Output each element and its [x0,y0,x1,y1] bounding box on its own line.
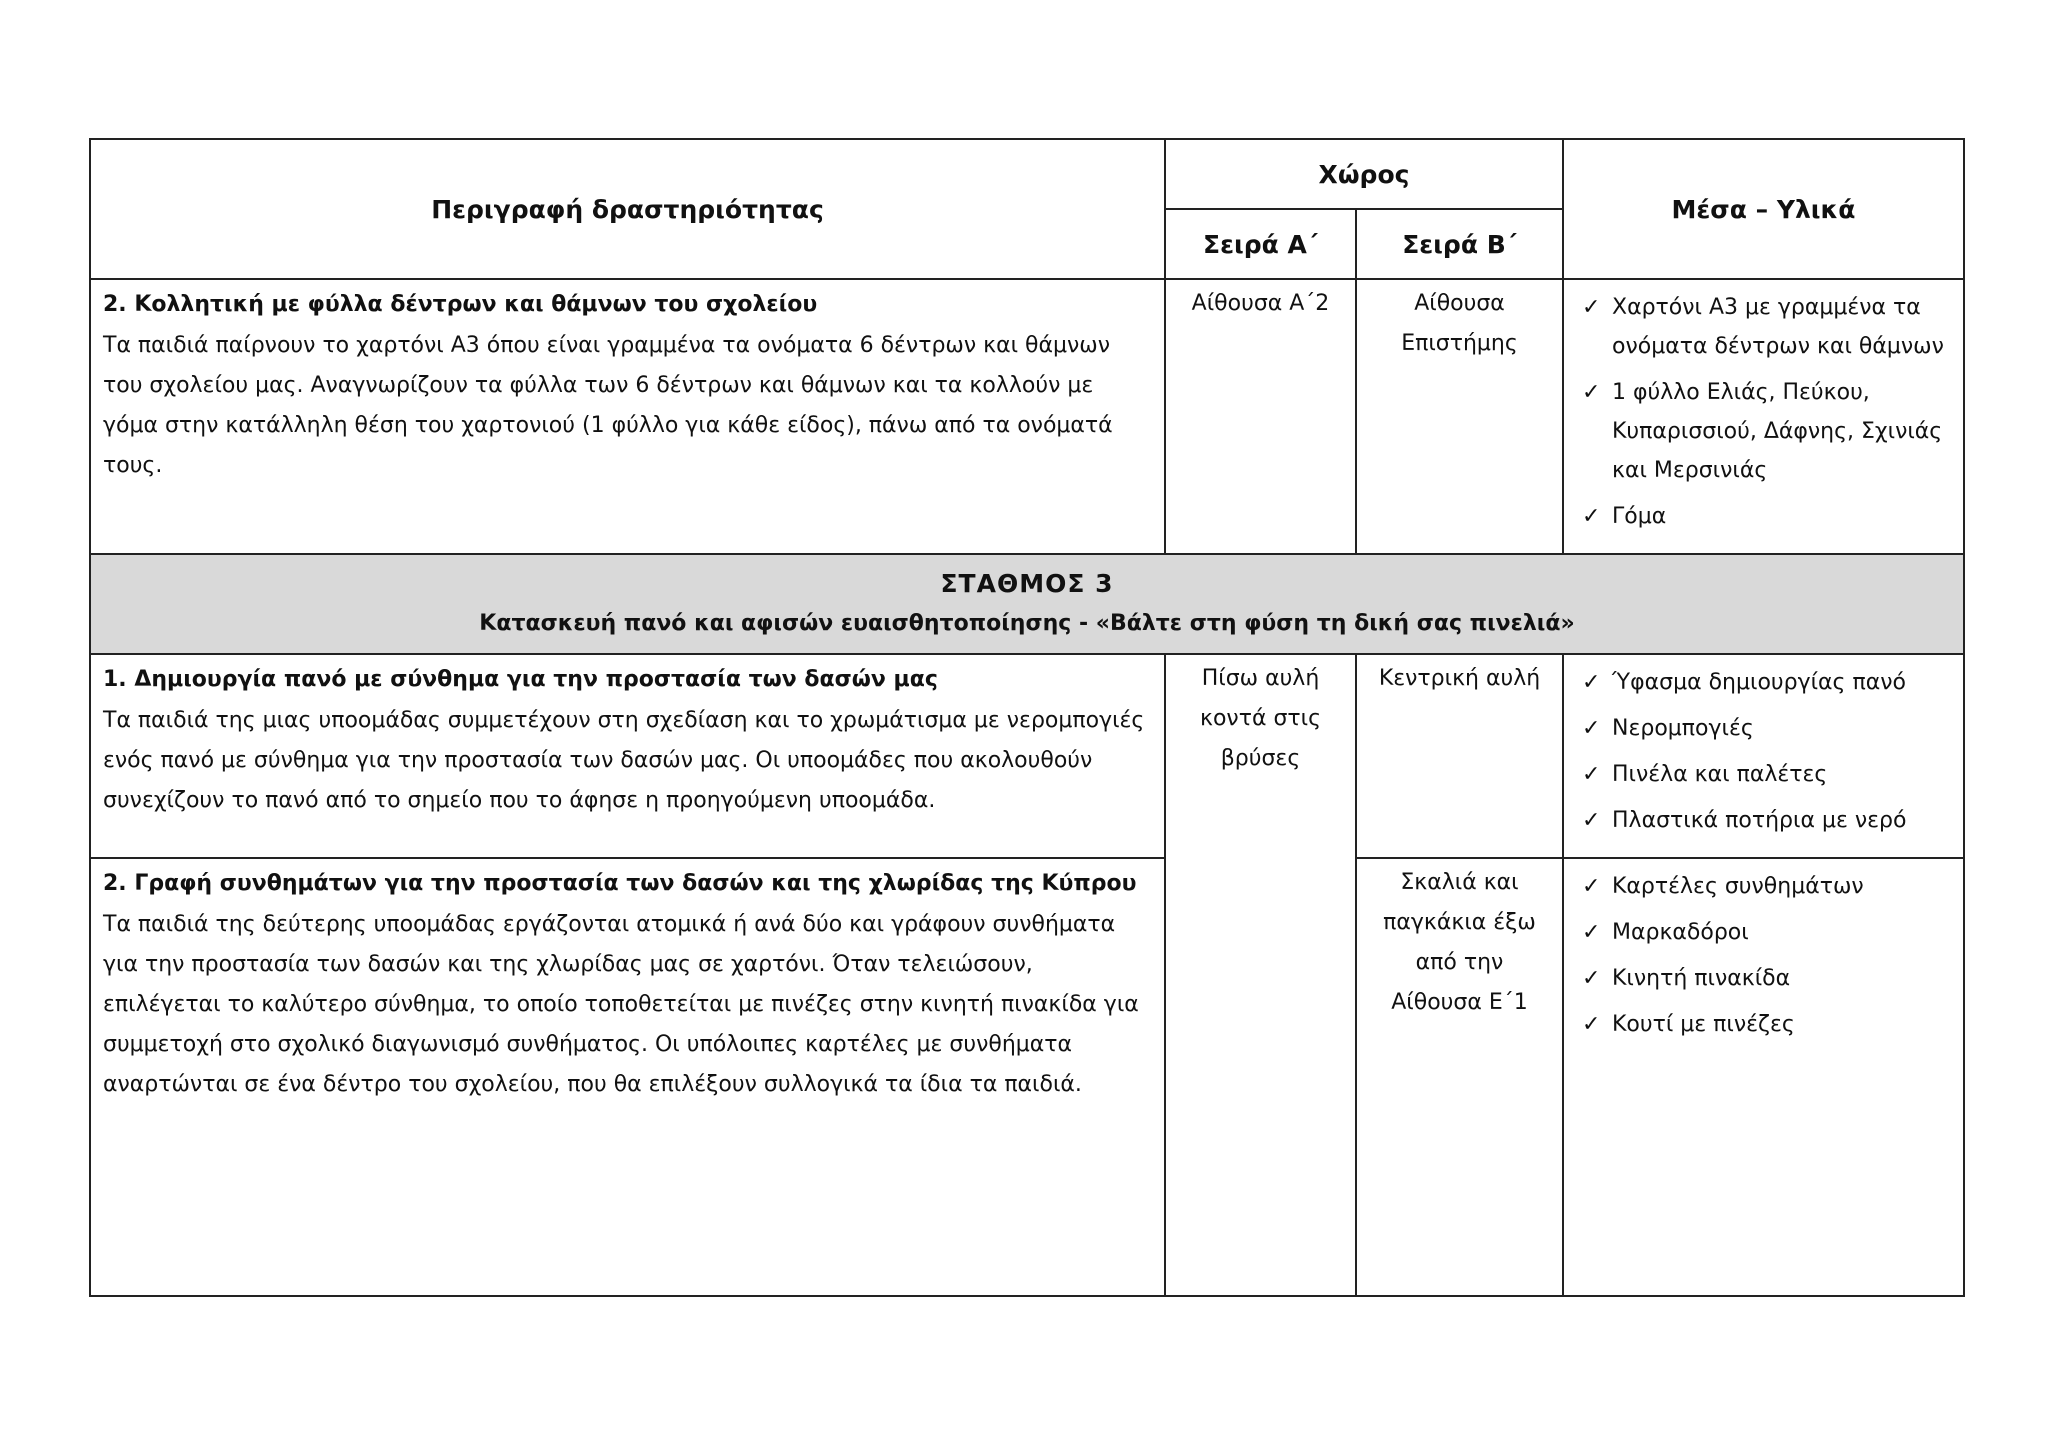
table-row [90,858,1964,1296]
location-series-a: Αίθουσα Α΄2 [1165,279,1356,554]
header-materials: Μέσα – Υλικά [1563,139,1964,279]
header-series-b: Σειρά Β΄ [1356,209,1563,279]
material-item: ✓ Νερομπογιές [1576,709,1951,748]
activity-title: 2. Κολλητική με φύλλα δέντρων και θάμνων του σχολείου [103,292,818,317]
activity-description: Τα παιδιά της μιας υποομάδας συμμετέχουν στη σχεδίαση και το χρωμάτισμα με νερομπογιές ενός πανό με σύνθημα για την προστασία των δασών μας. Οι υποομάδες που ακολουθούν συνεχίζουν το πανό από το σημείο που το άφησε η προηγούμενη υποομάδα. [103,708,1145,813]
material-item: ✓ Καρτέλες συνθημάτων [1576,867,1951,906]
header-activity-description: Περιγραφή δραστηριότητας [90,139,1165,279]
check-icon: ✓ [1582,504,1601,529]
location-series-b: Σκαλιά και παγκάκια έξω από την Αίθουσα Ε΄1 [1356,858,1563,1296]
materials-cell [1563,279,1964,554]
check-icon: ✓ [1582,966,1601,991]
activity-cell [90,858,1165,1296]
activity-title: 2. Γραφή συνθημάτων για την προστασία των δασών και της χλωρίδας της Κύπρου [103,871,1137,896]
check-icon: ✓ [1582,716,1601,741]
location-series-a: Πίσω αυλή κοντά στις βρύσες [1165,654,1356,1296]
check-icon: ✓ [1582,808,1601,833]
location-series-b: Αίθουσα Επιστήμης [1356,279,1563,554]
check-icon: ✓ [1582,295,1601,320]
check-icon: ✓ [1582,380,1601,405]
material-item: ✓ Χαρτόνι Α3 με γραμμένα τα ονόματα δέντρων και θάμνων [1576,288,1951,366]
check-icon: ✓ [1582,762,1601,787]
station-row [90,554,1964,654]
material-item: ✓ Γόμα [1576,497,1951,536]
activity-title: 1. Δημιουργία πανό με σύνθημα για την προστασία των δασών μας [103,667,938,692]
material-item: ✓ Κουτί με πινέζες [1576,1005,1951,1044]
location-series-b: Κεντρική αυλή [1356,654,1563,858]
activity-cell [90,279,1165,554]
material-item: ✓ 1 φύλλο Ελιάς, Πεύκου, Κυπαρισσιού, Δάφνης, Σχινιάς και Μερσινιάς [1576,373,1951,490]
header-series-a: Σειρά Α΄ [1165,209,1356,279]
activities-table [89,138,1965,1297]
check-icon: ✓ [1582,1012,1601,1037]
material-item: ✓ Πινέλα και παλέτες [1576,755,1951,794]
station-subtitle: Κατασκευή πανό και αφισών ευαισθητοποίησης - «Βάλτε στη φύση τη δική σας πινελιά» [479,611,1575,636]
material-item: ✓ Κινητή πινακίδα [1576,959,1951,998]
station-title: ΣΤΑΘΜΟΣ 3 [940,569,1114,598]
materials-cell [1563,654,1964,858]
material-item: ✓ Πλαστικά ποτήρια με νερό [1576,801,1951,840]
check-icon: ✓ [1582,874,1601,899]
check-icon: ✓ [1582,670,1601,695]
station-header [90,554,1964,654]
activity-description: Τα παιδιά της δεύτερης υποομάδας εργάζονται ατομικά ή ανά δύο και γράφουν συνθήματα για την προστασία των δασών και της χλωρίδας μας σε χαρτόνι. Όταν τελειώσουν, επιλέγεται το καλύτερο σύνθημα, το οποίο τοποθετείται με πινέζες στην κινητή πινακίδα για συμμετοχή στο σχολικό διαγωνισμό συνθήματος. Οι υπόλοιπες καρτέλες με συνθήματα αναρτώνται σε ένα δέντρο του σχολείου, που θα επιλέξουν συλλογικά τα ίδια τα παιδιά. [103,912,1139,1097]
header-space: Χώρος [1165,139,1563,209]
activity-description: Τα παιδιά παίρνουν το χαρτόνι Α3 όπου είναι γραμμένα τα ονόματα 6 δέντρων και θάμνων του σχολείου μας. Αναγνωρίζουν τα φύλλα των 6 δέντρων και θάμνων και τα κολλούν με γόμα στην κατάλληλη θέση του χαρτονιού (1 φύλλο για κάθε είδος), πάνω από τα ονόματά τους. [103,333,1113,478]
material-item: ✓ Μαρκαδόροι [1576,913,1951,952]
materials-cell [1563,858,1964,1296]
material-item: ✓ Ύφασμα δημιουργίας πανό [1576,663,1951,702]
table-row [90,279,1964,554]
activity-cell [90,654,1165,858]
check-icon: ✓ [1582,920,1601,945]
table-row [90,654,1964,858]
